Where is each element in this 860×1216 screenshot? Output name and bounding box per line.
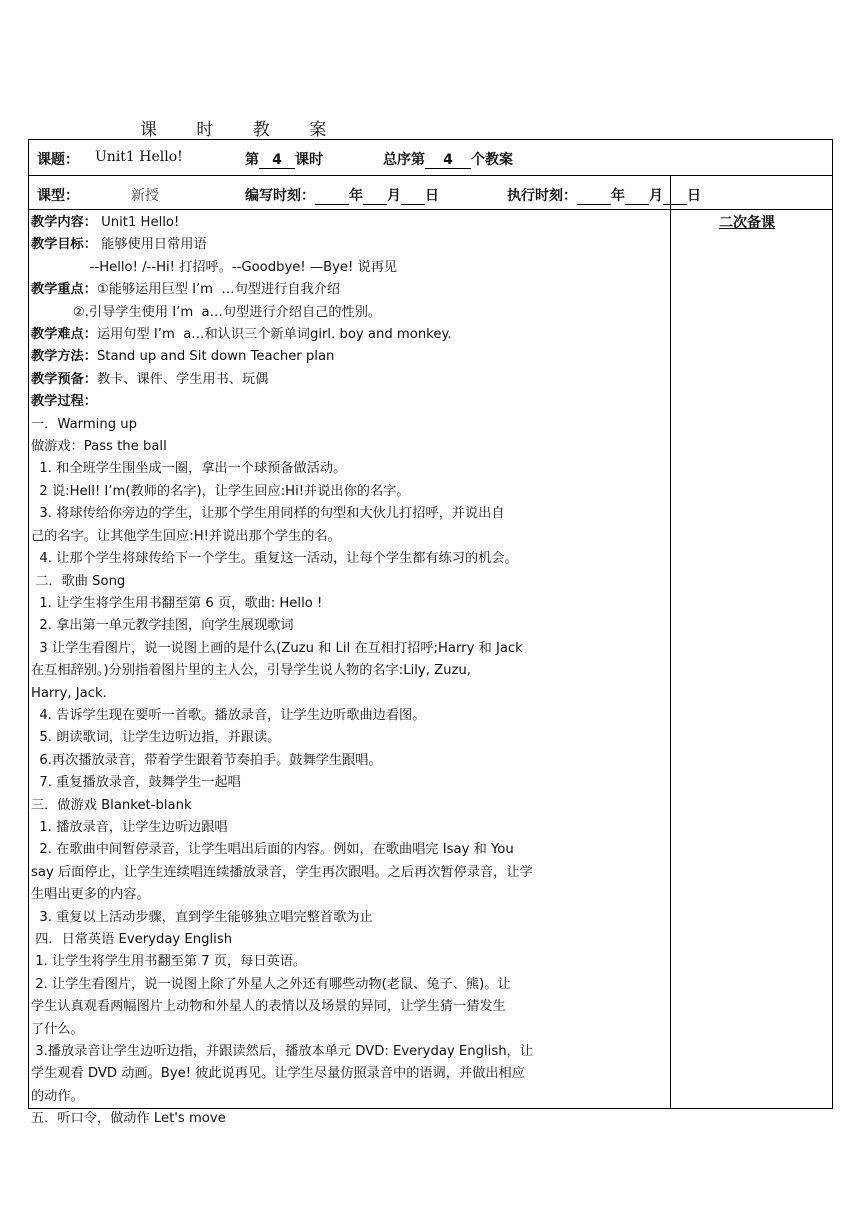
content-line	[31, 974, 667, 996]
lesson-count	[245, 149, 323, 169]
content-line	[31, 391, 667, 413]
content-line	[31, 1063, 667, 1085]
content-text: 教卡、课件、学生用书、玩偶	[96, 371, 269, 387]
content-line	[31, 503, 667, 525]
write-year-blank[interactable]	[315, 189, 349, 205]
content-text: 2. 让学生看图片，说一说图上除了外星人之外还有哪些动物(老鼠、兔子、熊)。让	[31, 976, 511, 992]
content-text: 3 让学生看图片，说一说图上画的是什么(Zuzu 和 Lil 在互相打招呼;Harry 和 Jack	[31, 640, 523, 656]
exec-day-label: 日	[687, 188, 701, 204]
content-text: 3.播放录音让学生边听边指，并跟读然后，播放本单元 DVD: Everyday English，让	[31, 1044, 533, 1060]
page-title: 课 时 教 案	[140, 120, 344, 140]
content-line	[31, 1019, 667, 1041]
content-line	[31, 750, 667, 772]
content-text: 7. 重复播放录音，鼓舞学生一起唱	[31, 775, 241, 791]
header-row-type	[29, 176, 832, 210]
content-text: 己的名字。让其他学生回应:H!并说出那个学生的名。	[31, 528, 341, 544]
section-label: 教学预备：	[31, 371, 97, 387]
type-value: 新授	[131, 188, 159, 204]
content-text: 能够使用日常用语	[96, 237, 207, 253]
content-text: 在互相辞别。)分别指着图片里的主人公，引导学生说人物的名字:Lily, Zuzu,	[31, 663, 471, 679]
content-line	[31, 257, 667, 279]
content-line	[31, 862, 667, 884]
total-count	[383, 149, 513, 169]
lesson-plan-table	[28, 139, 833, 1127]
content-text: 6.再次播放录音，带着学生跟着节奏拍手。鼓舞学生跟唱。	[31, 752, 382, 768]
content-line	[31, 526, 667, 548]
content-line	[31, 951, 667, 973]
content-line	[31, 414, 667, 436]
exec-year-blank[interactable]	[577, 189, 611, 205]
content-text: 五．听口令，做动作 Let's move	[31, 1111, 226, 1127]
lesson-number: 4	[259, 152, 295, 169]
content-line	[31, 234, 667, 256]
write-month-blank[interactable]	[363, 189, 387, 205]
content-line	[31, 1041, 667, 1063]
content-text: 二．歌曲 Song	[31, 573, 126, 589]
content-text: 4. 让那个学生将球传给下一个学生。重复这一活动，让每个学生都有练习的机会。	[31, 551, 518, 567]
write-time-label: 编写时刻：	[245, 188, 315, 204]
content-text: Harry, Jack.	[31, 685, 107, 701]
exec-day-blank[interactable]	[663, 189, 687, 205]
content-line	[31, 727, 667, 749]
content-line	[31, 324, 667, 346]
content-text: 4. 告诉学生现在要听一首歌。播放录音，让学生边听歌曲边看图。	[31, 707, 426, 723]
content-line	[31, 279, 667, 301]
content-line	[31, 772, 667, 794]
content-line	[31, 884, 667, 906]
content-line	[31, 1086, 667, 1108]
content-text: 了什么。	[31, 1021, 84, 1037]
content-text: 2 说:Hell! I’m(教师的名字)，让学生回应:Hi!并说出你的名字。	[31, 483, 410, 499]
content-line	[31, 571, 667, 593]
content-text: 四．日常英语 Everyday English	[31, 932, 233, 947]
write-year-label: 年	[349, 188, 363, 204]
total-number: 4	[425, 152, 471, 169]
content-text: 1. 和全班学生围坐成一圈，拿出一个球预备做活动。	[31, 461, 347, 477]
content-line	[31, 683, 667, 705]
content-text: ②.引导学生使用 I’m a…句型进行介绍自己的性别。	[31, 304, 382, 320]
content-text: Unit1 Hello!	[96, 215, 180, 230]
content-text: 3. 重复以上活动步骤，直到学生能够独立唱完整首歌为止	[31, 909, 373, 925]
topic-label: 课题：	[37, 152, 79, 168]
content-line	[31, 369, 667, 391]
content-text: 2. 拿出第一单元教学挂图，向学生展现歌词	[31, 618, 294, 634]
content-line	[31, 638, 667, 660]
section-label: 教学过程：	[31, 394, 97, 410]
content-line	[31, 660, 667, 682]
content-text: 三．做游戏 Blanket-blank	[31, 797, 192, 813]
content-line	[31, 593, 667, 615]
content-line	[31, 839, 667, 861]
content-line	[31, 929, 667, 951]
lesson-prefix: 第	[245, 152, 259, 168]
content-line	[31, 458, 667, 480]
content-text: 1. 让学生将学生用书翻至第 6 页，歌曲: Hello !	[31, 595, 323, 611]
write-day-label: 日	[425, 188, 439, 204]
content-text: 2. 在歌曲中间暂停录音，让学生唱出后面的内容。例如，在歌曲唱完 Isay 和 You	[31, 842, 514, 858]
type-label: 课型：	[37, 188, 79, 204]
total-suffix: 个教案	[471, 152, 513, 168]
content-line	[31, 615, 667, 637]
lesson-suffix: 课时	[295, 152, 323, 168]
write-time	[245, 185, 439, 205]
content-line	[31, 795, 667, 817]
column-divider	[670, 176, 671, 1108]
content-text: Stand up and Sit down Teacher plan	[96, 349, 335, 365]
section-label: 教学目标：	[31, 237, 97, 253]
section-label: 教学重点：	[31, 282, 97, 298]
lesson-content	[31, 212, 667, 1131]
write-day-blank[interactable]	[401, 189, 425, 205]
content-text: 的动作。	[31, 1088, 84, 1104]
content-line	[31, 212, 667, 234]
content-text: 生唱出更多的内容。	[31, 887, 150, 903]
section-label: 教学难点：	[31, 327, 97, 343]
content-line	[31, 436, 667, 458]
content-line	[31, 817, 667, 839]
header-row-topic	[29, 140, 832, 176]
content-text: say 后面停止，让学生连续唱连续播放录音，学生再次跟唱。之后再次暂停录音，让学	[31, 864, 533, 880]
exec-year-label: 年	[611, 188, 625, 204]
content-text: 1. 播放录音，让学生边听边跟唱	[31, 819, 228, 835]
content-line	[31, 548, 667, 570]
content-text: 一．Warming up	[31, 416, 138, 432]
content-line	[31, 996, 667, 1018]
content-text: ①能够运用巨型 I’m …句型进行自我介绍	[96, 282, 341, 298]
content-line	[31, 705, 667, 727]
exec-time	[507, 185, 701, 205]
content-line	[31, 346, 667, 368]
content-line	[31, 302, 667, 324]
content-text: 学生认真观看两幅图片上动物和外星人的表情以及场景的异同，让学生猜一猜发生	[31, 999, 506, 1015]
write-month-label: 月	[387, 188, 401, 204]
section-label: 教学方法：	[31, 349, 97, 365]
section-label: 教学内容：	[31, 215, 97, 230]
content-line	[31, 481, 667, 503]
content-text: 运用句型 I’m a…和认识三个新单词girl. boy and monkey.	[96, 327, 452, 343]
exec-month-blank[interactable]	[625, 189, 649, 205]
content-text: --Hello! /--Hi! 打招呼。--Goodbye! —Bye! 说再见	[31, 259, 398, 275]
content-line	[31, 1108, 667, 1130]
content-text: 学生观看 DVD 动画。Bye! 彼此说再见。让学生尽量仿照录音中的语调，并做出相应	[31, 1066, 525, 1082]
content-text: 3. 将球传给你旁边的学生，让那个学生用同样的句型和大伙儿打招呼，并说出自	[31, 506, 505, 522]
exec-time-label: 执行时刻：	[507, 188, 577, 204]
topic-value: Unit1 Hello!	[95, 149, 183, 165]
content-text: 5. 朗读歌词，让学生边听边指，并跟读。	[31, 730, 281, 746]
total-prefix: 总序第	[383, 152, 425, 168]
content-text: 1. 让学生将学生用书翻至第 7 页，每日英语。	[31, 954, 307, 970]
content-line	[31, 907, 667, 929]
secondary-prep-title: 二次备课	[719, 215, 775, 231]
exec-month-label: 月	[649, 188, 663, 204]
content-text: 做游戏：Pass the ball	[31, 439, 167, 455]
